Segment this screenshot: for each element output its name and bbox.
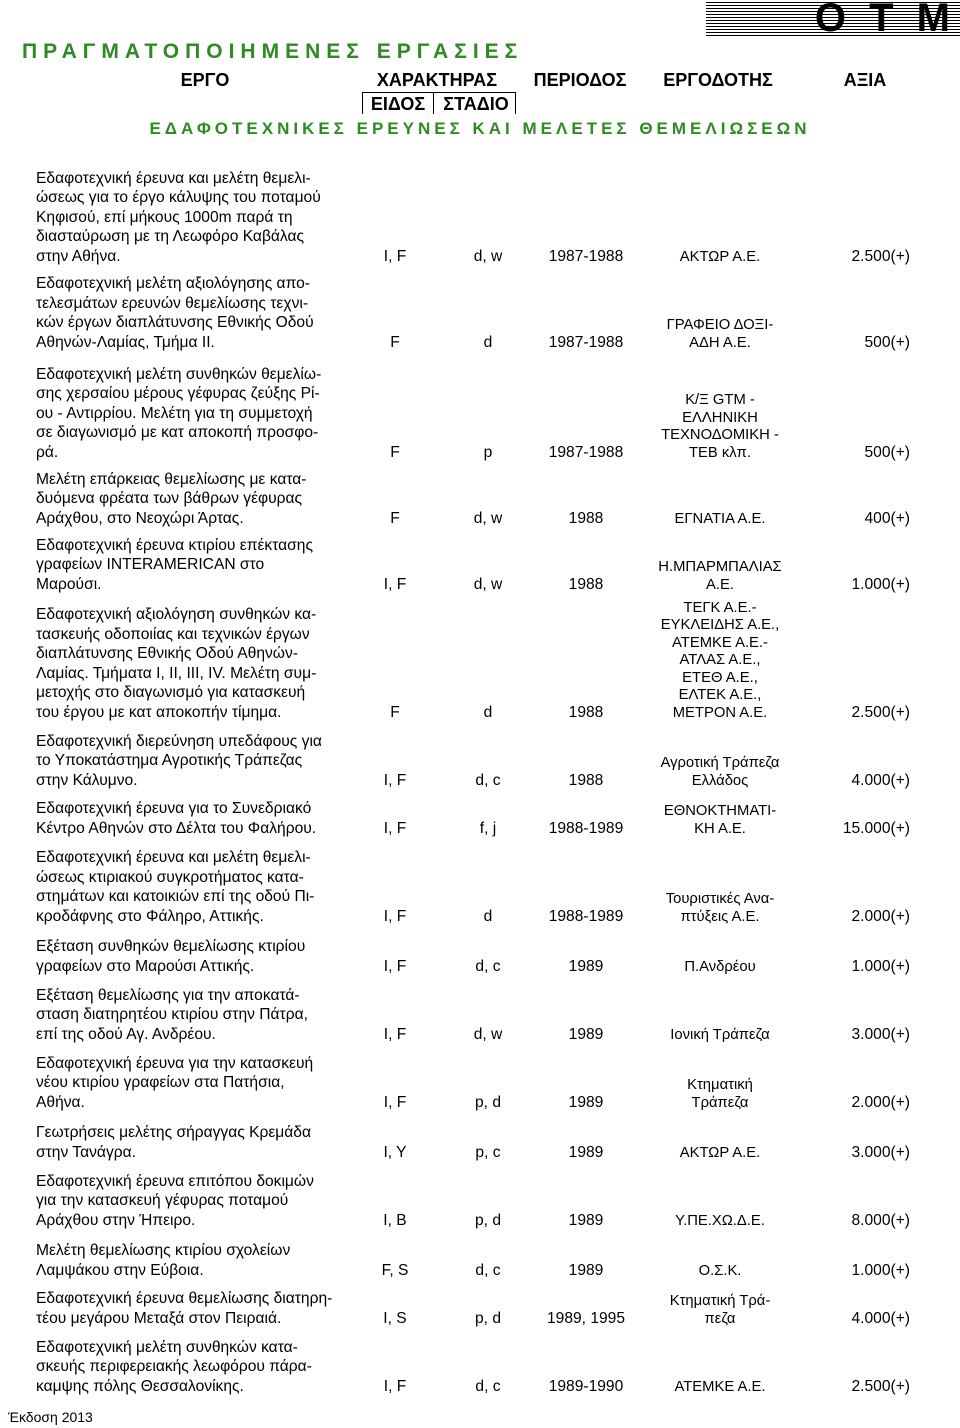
- section-title: ΕΔΑΦΟΤΕΧΝΙΚΕΣ ΕΡΕΥΝΕΣ ΚΑΙ ΜΕΛΕΤΕΣ ΘΕΜΕΛΙΩΣΕΩΝ: [149, 119, 811, 138]
- row-client: Η.ΜΠΑΡΜΠΑΛΙΑΣ Α.Ε.: [658, 559, 782, 593]
- header-box-left: [362, 92, 363, 114]
- table-row: [0, 536, 960, 594]
- logo-bar: [706, 0, 960, 40]
- row-description: Εδαφοτεχνική έρευνα και μελέτη θεμελι- ώσεως κτιριακού συγκροτήματος κατα- στημάτων και κατοικιών επί της οδού Πι- κροδάφνης στο Φάληρο, Αττικής.: [36, 849, 315, 925]
- row-value: 2.500(+): [851, 1377, 910, 1395]
- table-row: [0, 798, 960, 838]
- header-period: ΠΕΡΙΟΔΟΣ: [533, 70, 627, 90]
- row-character: I, F: [383, 1377, 407, 1395]
- row-character: F, S: [381, 1261, 409, 1279]
- row-period: 1988-1989: [548, 907, 624, 925]
- row-type: d, w: [473, 1025, 503, 1043]
- row-character: I, F: [383, 819, 407, 837]
- header-box-right: [515, 92, 516, 114]
- row-client: ΤΕΓΚ Α.Ε.- ΕΥΚΛΕΙΔΗΣ Α.Ε., ΑΤΕΜΚΕ Α.Ε.- ΑΤΛΑΣ Α.Ε., ΕΤΕΘ Α.Ε., ΕΛΤΕΚ Α.Ε., ΜΕΤΡΟΝ Α.Ε.: [660, 599, 780, 721]
- row-character: I, F: [383, 957, 407, 975]
- row-value: 3.000(+): [851, 1025, 910, 1043]
- table-row: [0, 600, 960, 722]
- row-period: 1988: [568, 509, 604, 527]
- row-period: 1989: [568, 1211, 604, 1229]
- row-description: Εδαφοτεχνική μελέτη συνθηκών κατα- σκευής περιφερειακής λεωφόρου πάρα- καμψης πόλης Θεσσαλονίκης.: [36, 1338, 312, 1395]
- header-work: ΕΡΓΟ: [180, 70, 230, 90]
- row-description: Εδαφοτεχνική μελέτη αξιολόγησης απο- τελεσμάτων ερευνών θεμελίωσης τεχνι- κών έργων διαπλάτυνσης Εθνικής Οδού Αθηνών-Λαμίας, Τμήμα ΙΙ.: [36, 275, 314, 351]
- row-type: p, d: [474, 1309, 501, 1327]
- edition-footer: Έκδοση 2013: [8, 1409, 93, 1425]
- row-period: 1989, 1995: [546, 1309, 626, 1327]
- row-description: Εδαφοτεχνική έρευνα επιτόπου δοκιμών για την κατασκευή γέφυρας ποταμού Αράχθου στην Ήπειρο.: [36, 1172, 314, 1229]
- header-type: ΕΙΔΟΣ: [370, 94, 426, 114]
- table-row: [0, 466, 960, 528]
- row-type: p: [483, 443, 493, 461]
- row-character: I, F: [383, 575, 407, 593]
- row-description: Εδαφοτεχνική αξιολόγηση συνθηκών κα- τασκευής οδοποιίας και τεχνικών έργων διαπλάτυνσης Εθνικής Οδού Αθηνών- Λαμίας. Τμήματα Ι, ΙΙ, ΙΙΙ, ΙV. Μελέτη συμ- μετοχής στο διαγωνισμό για κατασκευή του έργου με κατ αποκοπήν τίμημα.: [36, 606, 317, 721]
- row-value: 4.000(+): [851, 1309, 910, 1327]
- row-period: 1988: [568, 703, 604, 721]
- row-period: 1989: [568, 1143, 604, 1161]
- page-title: ΠΡΑΓΜΑΤΟΠΟΙΗΜΕΝΕΣ ΕΡΓΑΣΙΕΣ: [22, 40, 524, 63]
- row-description: Εδαφοτεχνική διερεύνηση υπεδάφους για το Υποκατάστημα Αγροτικής Τράπεζας στην Κάλυμνο.: [36, 732, 322, 789]
- row-character: I, F: [383, 1025, 407, 1043]
- row-value: 1.000(+): [851, 1261, 910, 1279]
- row-client: Τουριστικές Ανα- πτύξεις Α.Ε.: [665, 891, 775, 925]
- row-value: 1.000(+): [851, 957, 910, 975]
- row-period: 1989: [568, 1093, 604, 1111]
- header-box-mid: [433, 92, 434, 114]
- row-character: I, F: [383, 771, 407, 789]
- row-character: F: [390, 509, 400, 527]
- row-description: Εξέταση συνθηκών θεμελίωσης κτιρίου γραφείων στο Μαρούσι Αττικής.: [36, 938, 306, 975]
- row-value: 2.500(+): [851, 247, 910, 265]
- table-row: [0, 1052, 960, 1112]
- row-type: d, w: [473, 247, 503, 265]
- row-period: 1989: [568, 1261, 604, 1279]
- row-period: 1989: [568, 1025, 604, 1043]
- row-client: Κτηματική Τράπεζα: [687, 1077, 753, 1111]
- row-type: d, c: [475, 771, 501, 789]
- row-period: 1989-1990: [548, 1377, 624, 1395]
- row-client: ΑΚΤΩΡ Α.Ε.: [679, 248, 761, 265]
- table-row: [0, 1120, 960, 1162]
- row-type: d: [483, 333, 493, 351]
- header-value: ΑΞΙΑ: [843, 70, 887, 90]
- row-type: p, c: [475, 1143, 501, 1161]
- company-logo: O T M: [814, 0, 956, 40]
- row-type: d, w: [473, 509, 503, 527]
- row-period: 1988-1989: [548, 819, 624, 837]
- row-value: 2.000(+): [851, 1093, 910, 1111]
- row-value: 1.000(+): [851, 575, 910, 593]
- row-character: I, F: [383, 907, 407, 925]
- table-row: [0, 1336, 960, 1396]
- row-description: Εδαφοτεχνική έρευνα θεμελίωσης διατηρη- τέου μεγάρου Μεταξά στον Πειραιά.: [36, 1290, 333, 1327]
- row-character: F: [390, 443, 400, 461]
- table-row: [0, 1168, 960, 1230]
- row-client: Ο.Σ.Κ.: [698, 1262, 742, 1279]
- row-character: I, F: [383, 1093, 407, 1111]
- row-type: d, c: [475, 957, 501, 975]
- row-client: Κτηματική Τρά- πεζα: [669, 1293, 771, 1327]
- row-value: 3.000(+): [851, 1143, 910, 1161]
- row-period: 1988: [568, 771, 604, 789]
- row-value: 2.000(+): [851, 907, 910, 925]
- row-description: Εδαφοτεχνική μελέτη συνθηκών θεμελίω- σης χερσαίου μέρους γέφυρας ζεύξης Ρί- ου - Αντιρρίου. Μελέτη για τη συμμετοχή σε διαγωνισμό με κατ αποκοπή προσφο- ρά.: [36, 365, 322, 461]
- row-description: Εδαφοτεχνική έρευνα για την κατασκευή νέου κτιρίου γραφείων στα Πατήσια, Αθήνα.: [36, 1054, 314, 1111]
- row-character: F: [390, 333, 400, 351]
- row-client: ΕΘΝΟΚΤΗΜΑΤΙ- ΚΗ Α.Ε.: [663, 803, 777, 837]
- header-character: ΧΑΡΑΚΤΗΡΑΣ: [376, 70, 498, 90]
- row-type: p, d: [474, 1093, 501, 1111]
- row-client: ΑΚΤΩΡ Α.Ε.: [679, 1144, 761, 1161]
- row-description: Εξέταση θεμελίωσης για την αποκατά- σταση διατηρητέου κτιρίου στην Πάτρα, επί της οδού Αγ. Ανδρέου.: [36, 986, 308, 1043]
- row-value: 500(+): [864, 333, 910, 351]
- row-client: Π.Ανδρέου: [684, 958, 756, 975]
- table-row: [0, 846, 960, 926]
- row-description: Μελέτη επάρκειας θεμελίωσης με κατα- δυόμενα φρέατα των βάθρων γέφυρας Αράχθου, στο Νεοχώρι Άρτας.: [36, 470, 307, 527]
- row-type: f, j: [479, 819, 497, 837]
- row-character: I, B: [383, 1211, 407, 1229]
- row-period: 1987-1988: [548, 443, 624, 461]
- row-description: Εδαφοτεχνική έρευνα και μελέτη θεμελι- ώσεως για το έργο κάλυψης του ποταμού Κηφισού, επί μήκους 1000m παρά τη διασταύρωση με τη Λεωφόρο Καβάλας στην Αθήνα.: [36, 169, 321, 265]
- table-row: [0, 1286, 960, 1328]
- row-type: d, c: [475, 1261, 501, 1279]
- row-client: Ιονική Τράπεζα: [670, 1026, 770, 1043]
- row-period: 1987-1988: [548, 247, 624, 265]
- row-value: 15.000(+): [842, 819, 910, 837]
- row-value: 400(+): [864, 509, 910, 527]
- row-period: 1987-1988: [548, 333, 624, 351]
- row-character: I, F: [383, 247, 407, 265]
- row-client: Υ.ΠΕ.ΧΩ.Δ.Ε.: [675, 1212, 765, 1229]
- header-stage: ΣΤΑΔΙΟ: [443, 94, 509, 114]
- table-row: [0, 984, 960, 1044]
- row-client: ΑΤΕΜΚΕ Α.Ε.: [674, 1378, 766, 1395]
- row-description: Εδαφοτεχνική έρευνα για το Συνεδριακό Κέντρο Αθηνών στο Δέλτα του Φαλήρου.: [36, 800, 317, 837]
- row-client: Αγροτική Τράπεζα Ελλάδος: [660, 755, 780, 789]
- row-character: I, Y: [383, 1143, 407, 1161]
- row-type: d: [483, 703, 493, 721]
- row-value: 500(+): [864, 443, 910, 461]
- row-client: ΓΡΑΦΕΙΟ ΔΟΞΙ- ΑΔΗ Α.Ε.: [666, 317, 774, 351]
- table-row: [0, 270, 960, 352]
- row-description: Γεωτρήσεις μελέτης σήραγγας Κρεμάδα στην Τανάγρα.: [36, 1124, 312, 1161]
- row-client: Κ/Ξ GTM - ΕΛΛΗΝΙΚΗ ΤΕΧΝΟΔΟΜΙΚΗ - ΤΕΒ κλπ.: [661, 392, 779, 461]
- row-value: 8.000(+): [851, 1211, 910, 1229]
- table-row: [0, 150, 960, 266]
- table-row: [0, 934, 960, 976]
- row-character: F: [390, 703, 400, 721]
- row-character: I, S: [383, 1309, 407, 1327]
- row-value: 2.500(+): [851, 703, 910, 721]
- header-client: ΕΡΓΟΔΟΤΗΣ: [663, 70, 773, 90]
- table-row: [0, 732, 960, 790]
- table-row: [0, 1238, 960, 1280]
- row-type: p, d: [474, 1211, 501, 1229]
- row-value: 4.000(+): [851, 771, 910, 789]
- row-period: 1988: [568, 575, 604, 593]
- header-box-top: [362, 92, 516, 93]
- row-client: ΕΓΝΑΤΙΑ Α.Ε.: [674, 510, 766, 527]
- row-period: 1989: [568, 957, 604, 975]
- row-type: d, c: [475, 1377, 501, 1395]
- table-row: [0, 360, 960, 462]
- row-description: Εδαφοτεχνική έρευνα κτιρίου επέκτασης γραφείων INTERAMERICAN στο Μαρούσι.: [36, 536, 313, 593]
- row-description: Μελέτη θεμελίωσης κτιρίου σχολείων Λαμψάκου στην Εύβοια.: [36, 1242, 291, 1279]
- row-type: d: [483, 907, 493, 925]
- row-type: d, w: [473, 575, 503, 593]
